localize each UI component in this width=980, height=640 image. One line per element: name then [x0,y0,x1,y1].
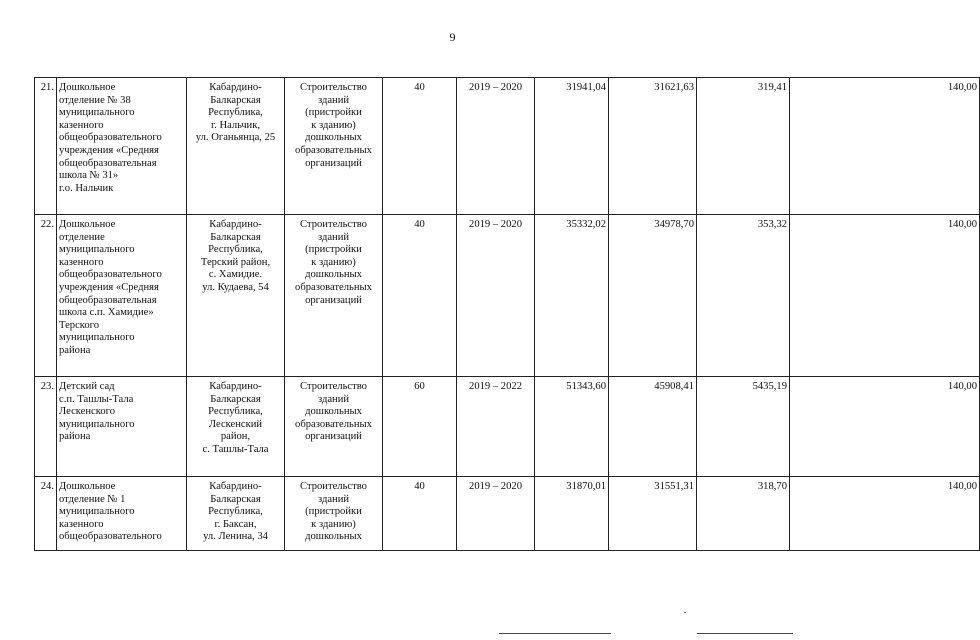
construction-type-cell-line: зданий [317,231,350,243]
facility-name-cell-line: г.о. Нальчик [59,182,114,194]
table-row [35,377,980,477]
construction-type-cell-line: Строительство [300,219,367,230]
regional-amount-cell: 318,70 [697,477,790,551]
table-row [35,78,980,215]
construction-type-cell-line: к зданию) [311,256,356,268]
row-number-cell: 21. [35,78,57,215]
row-number-cell: 23. [35,377,57,477]
period-cell: 2019 – 2020 [457,78,535,215]
facility-name-cell-line: Детский сад [59,381,115,392]
facility-name-cell [57,215,187,377]
construction-type-cell-line: Строительство [300,381,367,392]
facility-name-cell-line: отделение № 38 [59,94,131,106]
federal-amount-cell: 34978,70 [609,215,697,377]
location-cell-line: Балкарская [210,393,261,405]
location-cell-line: г. Нальчик, [211,119,260,131]
construction-type-cell [285,477,383,551]
construction-type-cell-line: (пристройки [305,506,362,518]
location-cell-line: ул. Ленина, 34 [203,531,268,543]
construction-type-cell-line: образовательных [295,418,372,430]
facility-name-cell-line: общеобразовательная [59,294,157,306]
facility-name-cell [57,377,187,477]
facility-name-cell-line: Лескенского [59,406,116,418]
capacity-cell: 40 [383,78,457,215]
table-body [35,78,980,551]
federal-amount-cell: 31621,63 [609,78,697,215]
facility-name-cell-line: общеобразовательная [59,157,157,169]
capacity-cell: 40 [383,477,457,551]
total-amount-cell: 51343,60 [535,377,609,477]
facility-name-cell-line: муниципального [59,418,135,430]
row-number-cell: 22. [35,215,57,377]
capacity-cell: 60 [383,377,457,477]
construction-type-cell [285,215,383,377]
location-cell [187,477,285,551]
unit-cost-cell: 140,00 [790,477,980,551]
location-cell-line: Терский район, [200,256,271,268]
table-row [35,477,980,551]
construction-type-cell-line: дошкольных [305,406,362,418]
facility-name-cell-line: казенного [59,256,104,268]
location-cell-line: Республика, [208,506,263,518]
construction-type-cell-line: зданий [317,393,350,405]
total-amount-cell: 31870,01 [535,477,609,551]
construction-type-cell-line: к зданию) [311,518,356,530]
facility-name-cell-line: муниципального [59,332,135,344]
regional-amount-cell: 353,32 [697,215,790,377]
period-cell: 2019 – 2020 [457,215,535,377]
location-cell-line: Балкарская [210,493,261,505]
location-cell-line: ул. Кудаева, 54 [202,281,269,293]
location-cell-line: ул. Оганьянца, 25 [195,132,276,144]
location-cell-line: Кабардино- [209,381,262,392]
construction-type-cell-line: зданий [317,493,350,505]
facility-name-cell-line: казенного [59,119,104,131]
location-cell-line: г. Баксан, [214,518,257,530]
facility-name-cell-line: Дошкольное [59,481,116,492]
page-number: 9 [449,30,456,44]
period-cell: 2019 – 2022 [457,377,535,477]
location-cell-line: с. Ташлы-Тала [202,443,269,455]
unit-cost-cell: 140,00 [790,377,980,477]
facility-name-cell-line: Дошкольное [59,219,116,230]
facility-name-cell-line: учреждения «Средняя [59,144,159,156]
facility-name-cell [57,78,187,215]
location-cell-line: с. Хамидие. [208,269,263,281]
construction-type-cell-line: дошкольных [305,531,362,543]
construction-type-cell-line: зданий [317,94,350,106]
scan-artifact-line [499,633,611,634]
facility-name-cell-line: школа с.п. Хамидие» [59,307,154,319]
location-cell-line: Балкарская [210,94,261,106]
total-amount-cell: 35332,02 [535,215,609,377]
facility-name-cell-line: общеобразовательного [59,269,162,281]
row-number-cell: 24. [35,477,57,551]
federal-amount-cell: 31551,31 [609,477,697,551]
facility-name-cell-line: Дошкольное [59,82,116,93]
facility-name-cell-line: муниципального [59,506,135,518]
location-cell-line: Кабардино- [209,481,262,492]
facility-name-cell [57,477,187,551]
facility-name-cell-line: казенного [59,518,104,530]
location-cell-line: Республика, [208,406,263,418]
facility-name-cell-line: с.п. Ташлы-Тала [59,393,134,405]
construction-type-cell-line: (пристройки [305,244,362,256]
facility-name-cell-line: учреждения «Средняя [59,281,159,293]
construction-type-cell [285,377,383,477]
location-cell [187,377,285,477]
construction-type-cell-line: образовательных [295,144,372,156]
construction-type-cell-line: дошкольных [305,269,362,281]
unit-cost-cell: 140,00 [790,215,980,377]
construction-type-cell-line: организаций [305,157,362,169]
facility-name-cell-line: района [59,431,91,443]
facility-name-cell-line: школа № 31» [59,170,119,182]
location-cell-line: Республика, [208,244,263,256]
location-cell-line: Кабардино- [209,219,262,230]
construction-type-cell-line: Строительство [300,481,367,492]
facility-name-cell-line: Терского [59,319,100,331]
facility-name-cell-line: муниципального [59,107,135,119]
construction-type-cell-line: организаций [305,431,362,443]
facility-name-cell-line: района [59,344,91,356]
location-cell-line: Республика, [208,107,263,119]
federal-amount-cell: 45908,41 [609,377,697,477]
facility-name-cell-line: общеобразовательного [59,132,162,144]
facility-name-cell-line: муниципального [59,244,135,256]
construction-type-cell-line: к зданию) [311,119,356,131]
scan-artifact-dot [684,612,686,613]
facility-name-cell-line: отделение [59,231,105,243]
regional-amount-cell: 5435,19 [697,377,790,477]
unit-cost-cell: 140,00 [790,78,980,215]
total-amount-cell: 31941,04 [535,78,609,215]
scan-artifact-line [697,633,793,634]
facilities-table [34,77,980,551]
facility-name-cell-line: общеобразовательного [59,531,162,543]
facility-name-cell-line: отделение № 1 [59,493,126,505]
location-cell-line: район, [220,431,251,443]
capacity-cell: 40 [383,215,457,377]
construction-type-cell-line: (пристройки [305,107,362,119]
construction-type-cell [285,78,383,215]
location-cell [187,78,285,215]
regional-amount-cell: 319,41 [697,78,790,215]
location-cell-line: Балкарская [210,231,261,243]
location-cell [187,215,285,377]
location-cell-line: Лескенский [208,418,263,430]
period-cell: 2019 – 2020 [457,477,535,551]
construction-type-cell-line: организаций [305,294,362,306]
construction-type-cell-line: образовательных [295,281,372,293]
construction-type-cell-line: дошкольных [305,132,362,144]
table-row [35,215,980,377]
construction-type-cell-line: Строительство [300,82,367,93]
location-cell-line: Кабардино- [209,82,262,93]
